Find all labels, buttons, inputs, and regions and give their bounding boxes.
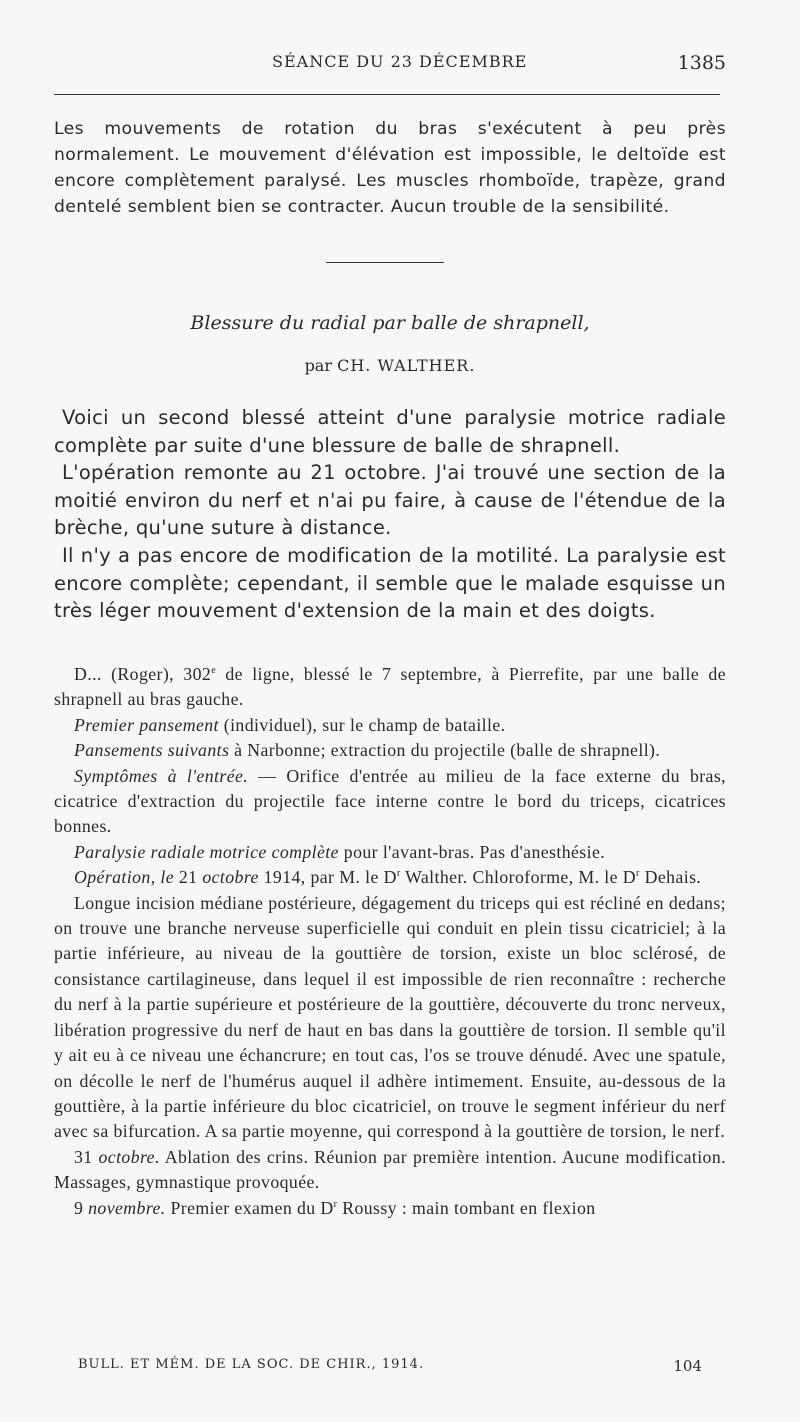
journal-reference: BULL. ET MÉM. DE LA SOC. DE CHIR., 1914.	[78, 1357, 425, 1372]
document-page	[54, 0, 726, 1422]
case-report	[54, 662, 726, 1221]
article-byline	[54, 356, 726, 375]
case-first-dressing: Premier pansement (individuel), sur le champ de bataille.	[74, 714, 506, 735]
case-following-dressings: Pansements suivants à Narbonne; extraction du projectile (balle de shrapnell).	[74, 740, 661, 761]
intro-paragraph: Les mouvements de rotation du bras s'exécutent à peu près normalement. Le mouvement d'élévation est impossible, le deltoïde est encore complètement paralysé. Les muscles rhomboïde, trapèze, grand dentelé semblent bien se contracter. Aucun trouble de la sensibilité.	[54, 119, 726, 217]
running-header	[54, 52, 726, 76]
case-procedure: Longue incision médiane postérieure, dégagement du triceps qui est récliné en dedans; on trouve une branche nerveuse superficielle qui conduit en plein tissu cicatriciel; à la partie inférieure, au niveau de la gouttière de torsion, existe un bloc sclérosé, de consistance cartilagineuse, dans lequel il est impossible de rien reconnaître : recherche du nerf à la partie supérieure et postérieure de la gouttière, découverte du tronc nerveux, libération progressive du nerf de haut en bas dans la gouttière de torsion. Il semble qu'il y ait eu à ce niveau une échancrure; en tout cas, l'os se trouve dénudé. Avec une spatule, on décolle le nerf de l'humérus auquel il adhère intimement. Ensuite, au-dessous de la gouttière, à la partie inférieure du bloc cicatriciel, on trouve le segment inférieur du nerf avec sa bifurcation. A sa partie moyenne, qui correspond à la gouttière de torsion, le nerf.	[54, 892, 726, 1142]
case-paralysis: Paralysie radiale motrice complète pour l'avant-bras. Pas d'anesthésie.	[74, 841, 606, 862]
page-number: 1385	[677, 52, 726, 74]
author-name: CH. WALTHER.	[337, 356, 476, 375]
case-operation: Opération, le 21 octobre 1914, par M. le $D^r$ Walther. Chloroforme, M. le $D^r$ Dehais.	[74, 867, 702, 888]
case-oct-31: 31 octobre. Ablation des crins. Réunion par première intention. Aucune modification. Massages, gymnastique provoquée.	[54, 1146, 726, 1193]
byline-prefix: par	[304, 356, 332, 375]
case-nov-9: 9 novembre. Premier examen du $D^r$ Roussy : main tombant en flexion	[74, 1197, 596, 1218]
sheet-number: 104	[673, 1357, 702, 1375]
summary-paragraph: Voici un second blessé atteint d'une paralysie motrice radiale complète par suite d'une blessure de balle de shrapnell.	[54, 406, 726, 457]
summary-text	[54, 404, 726, 625]
page-footer	[78, 1357, 728, 1379]
header-rule	[54, 94, 720, 95]
running-title: SÉANCE DU 23 DÉCEMBRE	[272, 52, 528, 71]
summary-paragraph: L'opération remonte au 21 octobre. J'ai trouvé une section de la moitié environ du nerf et n'ai pu faire, à cause de l'étendue de la brèche, qu'une suture à distance.	[54, 461, 726, 540]
article-title: Blessure du radial par balle de shrapnell,	[190, 312, 590, 334]
case-symptoms: Symptômes à l'entrée. — Orifice d'entrée au milieu de la face externe du bras, cicatrice d'extraction du projectile face interne contre le bord du triceps, cicatrices bonnes.	[54, 765, 727, 837]
case-intro: D... (Roger), 302e de ligne, blessé le 7 septembre, à Pierrefite, par une balle de shrapnell au bras gauche.	[54, 664, 726, 710]
section-separator	[326, 262, 444, 263]
summary-paragraph: Il n'y a pas encore de modification de la motilité. La paralysie est encore complète; cependant, il semble que le malade esquisse un très léger mouvement d'extension de la main et des doigts.	[54, 543, 726, 623]
